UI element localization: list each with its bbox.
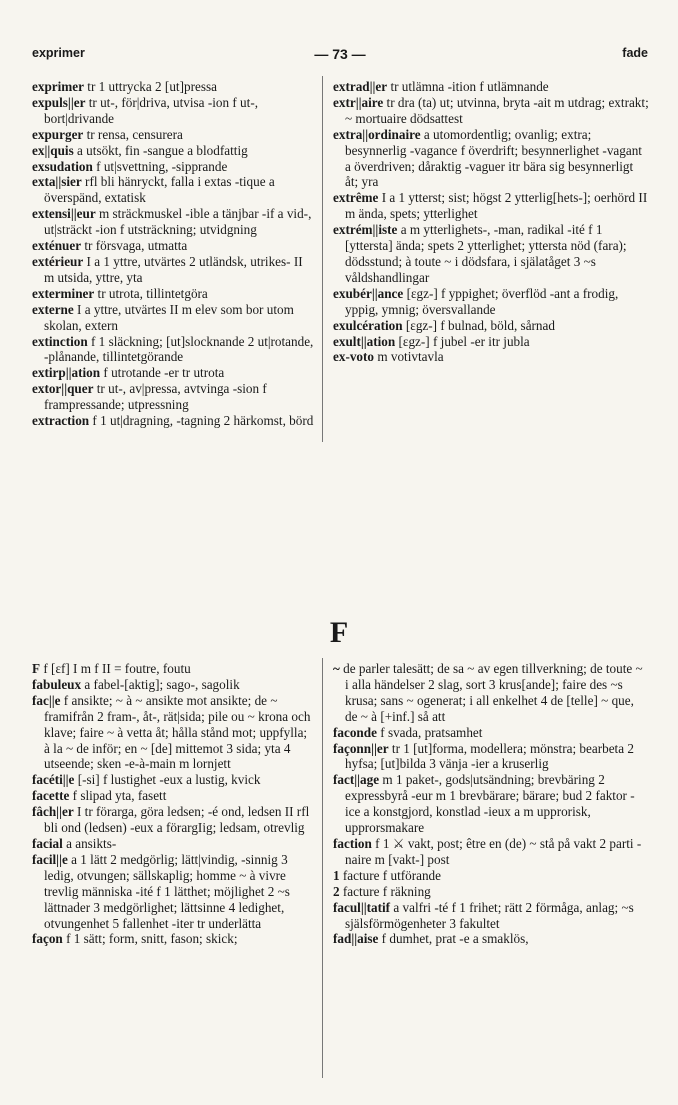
headword: fad||aise (333, 931, 379, 947)
headword: F (32, 661, 41, 676)
dictionary-entry: 1 facture f utförande (333, 867, 442, 883)
headword: extrém||iste (333, 222, 398, 238)
headword: extor||quer (32, 381, 94, 397)
dictionary-entry: F f [ɛf] I m f II = foutre, foutu (32, 661, 191, 676)
page-number: — 73 — (314, 46, 366, 62)
dictionary-entry: fad||aise f dumhet, prat -e a smaklös, (333, 931, 529, 947)
headword: ~ (333, 661, 340, 676)
dictionary-entry: façon f 1 sätt; form, snitt, fason; skick; (32, 931, 238, 947)
headword: extinction (32, 333, 88, 349)
dictionary-entry: exulcération [ɛgz-] f bulnad, böld, sårnad (333, 317, 555, 333)
headword: faconde (333, 724, 377, 740)
dictionary-entry: exsudation f ut|svettning, -sipprande (32, 158, 228, 174)
headword: extérieur (32, 253, 84, 269)
headword: facéti||e (32, 772, 75, 788)
dictionary-entry: facette f slipad yta, fasett (32, 788, 167, 804)
dictionary-entry: fabuleux a fabel-[aktig]; sago-, sagolik (32, 676, 240, 692)
dictionary-entry: ex||quis a utsökt, fin -sangue a blodfattig (32, 142, 248, 158)
dictionary-entry: fac||e f ansikte; ~ à ~ ansikte mot ansikte; de ~ framifrån 2 fram-, åt-, rät|sida; pile ou ~ krona och klave; faire ~ à vetta åt; hålla stånd mot; uppfylla; à la ~ de inför; en ~ [de] mittemot 3 sida; yta 4 utseende; sken -e-à-main m lornjett (32, 692, 311, 772)
dictionary-entry: exta||sier rfl bli hänryckt, falla i extas -tique a överspänd, extatisk (32, 174, 275, 206)
dictionary-entry: extinction f 1 släckning; [ut]slocknande 2 ut|rotande, -plånande, tillintetgörande (32, 333, 314, 365)
dictionary-entry: exterminer tr utrota, tillintetgöra (32, 285, 208, 301)
dictionary-entry: faction f 1 ⚔ vakt, post; être en (de) ~ stå på vakt 2 parti -naire m [vakt-] post (333, 835, 642, 867)
headword: faction (333, 835, 372, 851)
dictionary-entry: fact||age m 1 paket-, gods|utsändning; brevbäring 2 expressbyrå -eur m 1 brevbärare; bärare; bud 2 faktor -ice a konstgjord, konstlad -ieux a m upprorisk, upprorsmakare (333, 772, 635, 836)
headword: expuls||er (32, 94, 86, 110)
dictionary-entry: ex-voto m votivtavla (333, 349, 444, 365)
headword: 2 (333, 883, 340, 899)
dictionary-entry: extirp||ation f utrotande -er tr utrota (32, 365, 225, 381)
headword: fabuleux (32, 676, 82, 692)
headword: fac||e (32, 692, 61, 708)
dictionary-entry: expurger tr rensa, censurera (32, 126, 183, 142)
dictionary-entry: extor||quer tr ut-, av|pressa, avtvinga -sion f frampressande; utpressning (32, 381, 267, 413)
column-divider-bottom (322, 658, 323, 1078)
headword: facil||e (32, 851, 68, 867)
headword: extrad||er (333, 79, 388, 94)
dictionary-entry: externe I a yttre, utvärtes II m elev som bor utom skolan, extern (32, 301, 294, 333)
header-guide-word-left: exprimer (32, 46, 85, 60)
headword: facul||tatif (333, 899, 391, 915)
dictionary-entry: extra||ordinaire a utomordentlig; ovanlig; extra; besynnerlig -vagance f överdrift; besynnerlighet -vagant a överdriven; dåraktig -vaguer itr bära sig besynnerligt åt; yra (333, 126, 642, 190)
dictionary-entry: faconde f svada, pratsamhet (333, 724, 483, 740)
section-letter-heading: F (329, 616, 349, 649)
column-divider-top (322, 76, 323, 442)
headword: facette (32, 788, 70, 804)
headword: extensi||eur (32, 206, 96, 222)
page-header (32, 46, 648, 66)
headword: exsudation (32, 158, 93, 174)
dictionary-entry: extrad||er tr utlämna -ition f utlämnande (333, 79, 549, 94)
dictionary-entry: extensi||eur m sträckmuskel -ible a tänjbar -if a vid-, ut|sträckt -ion f utsträckning; utvidgning (32, 206, 312, 238)
headword: exubér||ance (333, 285, 404, 301)
headword: façonn||er (333, 740, 389, 756)
headword: exprimer (32, 79, 84, 94)
headword: façon (32, 931, 63, 947)
column-left-top (32, 79, 314, 429)
dictionary-entry: facéti||e [-si] f lustighet -eux a lustig, kvick (32, 772, 261, 788)
column-left-bottom (32, 661, 314, 947)
header-guide-word-right: fade (622, 46, 648, 60)
headword: ex-voto (333, 349, 375, 365)
dictionary-entry: extr||aire tr dra (ta) ut; utvinna, bryta -ait m utdrag; extrakt; ~ mortuaire dödsattest (333, 94, 649, 126)
dictionary-entry: extérieur I a 1 yttre, utvärtes 2 utländsk, utrikes- II m utsida, yttre, yta (32, 253, 303, 285)
headword: facial (32, 835, 63, 851)
headword: extr||aire (333, 94, 384, 110)
headword: exta||sier (32, 174, 82, 190)
headword: ex||quis (32, 142, 74, 158)
headword: fact||age (333, 772, 380, 788)
headword: externe (32, 301, 74, 317)
dictionary-entry: façonn||er tr 1 [ut]forma, modellera; mönstra; bearbeta 2 hyfsa; [ut]bilda 3 vänja -ier a kruserlig (333, 740, 634, 772)
dictionary-entry: exprimer tr 1 uttrycka 2 [ut]pressa (32, 79, 217, 94)
headword: extrême (333, 190, 379, 206)
headword: extirp||ation (32, 365, 101, 381)
dictionary-entry: extraction f 1 ut|dragning, -tagning 2 härkomst, börd (32, 413, 314, 429)
headword: exténuer (32, 238, 82, 254)
column-right-bottom (333, 661, 649, 947)
headword: extraction (32, 413, 90, 429)
headword: exulcération (333, 317, 403, 333)
headword: fâch||er (32, 804, 74, 820)
dictionary-entry: facul||tatif a valfri -té f 1 frihet; rätt 2 förmåga, anlag; ~s själsförmögenheter 3 fakultet (333, 899, 634, 931)
column-right-top (333, 79, 649, 365)
dictionary-entry: facial a ansikts- (32, 835, 117, 851)
dictionary-entry: extrém||iste a m ytterlighets-, -man, radikal -ité f 1 [yttersta] ända; spets 2 ytterlighet; yttersta nöd (fara); dödsstund; à toute ~ i dödsfara, i själatåget 3 ~s våldshandlingar (333, 222, 627, 285)
headword: exult||ation (333, 333, 396, 349)
dictionary-entry: exult||ation [ɛgz-] f jubel -er itr jubla (333, 333, 530, 349)
headword: 1 (333, 867, 340, 883)
dictionary-entry: facil||e a 1 lätt 2 medgörlig; lätt|vindig, -sinnig 3 ledig, otvungen; sällskaplig; homme ~ à vivre trevlig människa -ité f 1 lätthet; möjlighet 2 ~s lättnader 3 medgörlighet; lättsinne 4 ledighet, otvungenhet 5 fallenhet -iter tr underlätta (32, 851, 290, 931)
headword: extra||ordinaire (333, 126, 421, 142)
dictionary-entry: exténuer tr försvaga, utmatta (32, 238, 188, 254)
dictionary-entry: expuls||er tr ut-, för|driva, utvisa -ion f ut-, bort|drivande (32, 94, 259, 126)
dictionary-entry: exubér||ance [ɛgz-] f yppighet; överflöd -ant a frodig, yppig, ymnig; översvallande (333, 285, 619, 317)
dictionary-entry: fâch||er I tr förarga, göra ledsen; -é ond, ledsen II rfl bli ond (ledsen) -eux a förargIig; ledsam, otrevlig (32, 804, 310, 836)
dictionary-entry: extrême I a 1 ytterst; sist; högst 2 ytterlig[hets-]; oerhörd II m ända, spets; ytterlighet (333, 190, 648, 222)
dictionary-entry: 2 facture f räkning (333, 883, 431, 899)
dictionary-entry: ~ de parler talesätt; de sa ~ av egen tillverkning; de toute ~ i alla händelser 2 slag, sort 3 krus[ande]; faire des ~s krusa; sans ~ ogenerat; i all enkelhet 4 de [telle] ~ que, de ~ à [+inf.] så att (333, 661, 643, 724)
headword: expurger (32, 126, 84, 142)
headword: exterminer (32, 285, 95, 301)
